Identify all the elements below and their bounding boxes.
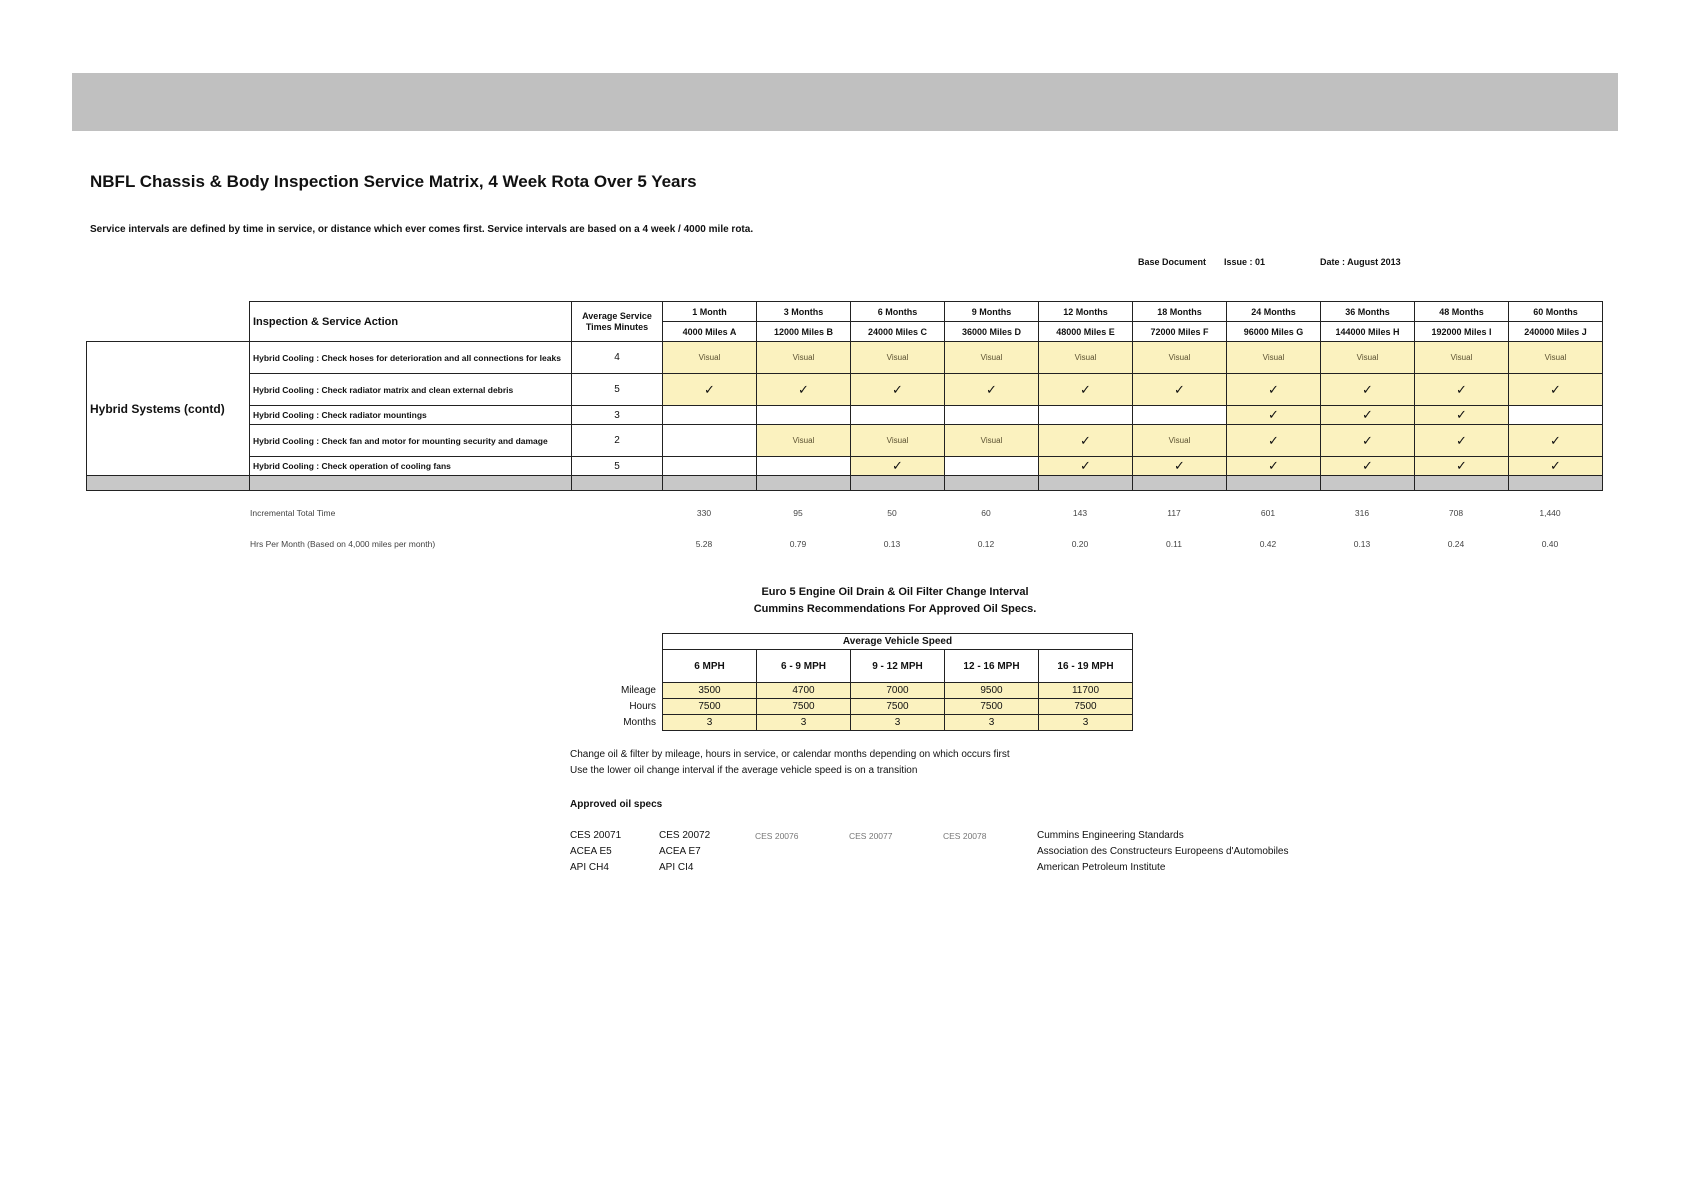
interval-miles: 48000 Miles E xyxy=(1039,322,1133,342)
matrix-cell: ✓ xyxy=(1227,457,1321,476)
incremental-value: 143 xyxy=(1072,508,1088,518)
interval-months: 1 Month xyxy=(663,302,757,322)
matrix-cell: ✓ xyxy=(1133,374,1227,406)
issue-label: Issue : 01 xyxy=(1224,257,1266,267)
matrix-cell: ✓ xyxy=(1321,457,1415,476)
matrix-cell: ✓ xyxy=(1321,374,1415,406)
hrs-value: 5.28 xyxy=(695,539,713,549)
incremental-total-label: Incremental Total Time xyxy=(250,508,336,518)
matrix-cell xyxy=(757,406,851,425)
matrix-cell: ✓ xyxy=(1133,457,1227,476)
base-document-label: Base Document xyxy=(1138,257,1207,267)
matrix-cell: Visual xyxy=(663,342,757,374)
spec-item: CES 20072 xyxy=(659,830,711,841)
interval-miles: 144000 Miles H xyxy=(1321,322,1415,342)
oil-value: 3500 xyxy=(663,683,757,699)
interval-months: 36 Months xyxy=(1321,302,1415,322)
matrix-cell: ✓ xyxy=(851,457,945,476)
time-cell: 4 xyxy=(572,342,663,374)
interval-miles: 192000 Miles I xyxy=(1415,322,1509,342)
speed-column: 16 - 19 MPH xyxy=(1039,650,1133,683)
hrs-value: 0.24 xyxy=(1447,539,1465,549)
interval-miles: 72000 Miles F xyxy=(1133,322,1227,342)
matrix-cell: ✓ xyxy=(1415,425,1509,457)
matrix-cell: ✓ xyxy=(1415,457,1509,476)
interval-months: 12 Months xyxy=(1039,302,1133,322)
oil-value: 3 xyxy=(1039,715,1133,731)
matrix-cell: ✓ xyxy=(1509,374,1603,406)
incremental-value: 316 xyxy=(1354,508,1370,518)
service-matrix-table xyxy=(86,301,1603,491)
interval-miles: 96000 Miles G xyxy=(1227,322,1321,342)
matrix-cell: ✓ xyxy=(1509,425,1603,457)
matrix-cell: Visual xyxy=(851,342,945,374)
interval-months: 48 Months xyxy=(1415,302,1509,322)
oil-value: 3 xyxy=(945,715,1039,731)
matrix-cell: ✓ xyxy=(663,374,757,406)
hrs-value: 0.40 xyxy=(1541,539,1559,549)
oil-value: 7500 xyxy=(663,699,757,715)
interval-months: 9 Months xyxy=(945,302,1039,322)
matrix-cell: ✓ xyxy=(1415,406,1509,425)
matrix-cell: Visual xyxy=(1039,342,1133,374)
matrix-cell xyxy=(663,425,757,457)
matrix-cell: ✓ xyxy=(1509,457,1603,476)
interval-months: 24 Months xyxy=(1227,302,1321,322)
matrix-cell: ✓ xyxy=(1415,374,1509,406)
oil-row-label: Months xyxy=(623,717,656,728)
matrix-cell: Visual xyxy=(1415,342,1509,374)
interval-months: 3 Months xyxy=(757,302,851,322)
document-subtitle: Service intervals are defined by time in service, or distance which ever comes first. Service intervals are based on a 4 week / 4000 mile rota. xyxy=(90,224,754,235)
header-banner xyxy=(72,73,1618,131)
matrix-cell: ✓ xyxy=(1039,425,1133,457)
time-cell: 3 xyxy=(572,406,663,425)
action-header: Inspection & Service Action xyxy=(250,302,572,342)
hrs-per-month-label: Hrs Per Month (Based on 4,000 miles per month) xyxy=(250,539,436,549)
spec-item: ACEA E7 xyxy=(659,846,701,857)
matrix-cell xyxy=(1509,406,1603,425)
oil-value: 3 xyxy=(757,715,851,731)
spec-item: API CH4 xyxy=(570,862,609,873)
spec-item: CES 20076 xyxy=(755,831,799,841)
matrix-cell: ✓ xyxy=(1227,425,1321,457)
matrix-cell: Visual xyxy=(851,425,945,457)
spec-org: Association des Constructeurs Europeens d'Automobiles xyxy=(1037,846,1289,857)
matrix-cell: ✓ xyxy=(1321,425,1415,457)
oil-title-2: Cummins Recommendations For Approved Oil Specs. xyxy=(753,603,1037,615)
speed-column: 6 MPH xyxy=(663,650,757,683)
interval-miles: 12000 Miles B xyxy=(757,322,851,342)
matrix-cell: Visual xyxy=(1227,342,1321,374)
time-cell: 2 xyxy=(572,425,663,457)
interval-miles: 36000 Miles D xyxy=(945,322,1039,342)
hrs-value: 0.12 xyxy=(977,539,995,549)
action-cell: Hybrid Cooling : Check fan and motor for mounting security and damage xyxy=(250,425,572,457)
matrix-cell xyxy=(851,406,945,425)
hrs-value: 0.42 xyxy=(1259,539,1277,549)
oil-value: 3 xyxy=(851,715,945,731)
action-cell: Hybrid Cooling : Check radiator mountings xyxy=(250,406,572,425)
spec-item: ACEA E5 xyxy=(570,846,612,857)
interval-months: 6 Months xyxy=(851,302,945,322)
oil-value: 9500 xyxy=(945,683,1039,699)
oil-value: 3 xyxy=(663,715,757,731)
matrix-cell: Visual xyxy=(757,425,851,457)
matrix-cell xyxy=(757,457,851,476)
interval-months: 60 Months xyxy=(1509,302,1603,322)
matrix-cell xyxy=(1133,406,1227,425)
hrs-value: 0.13 xyxy=(883,539,901,549)
matrix-cell: Visual xyxy=(1133,425,1227,457)
incremental-value: 95 xyxy=(793,508,803,518)
action-cell: Hybrid Cooling : Check radiator matrix and clean external debris xyxy=(250,374,572,406)
date-label: Date : August 2013 xyxy=(1320,257,1401,267)
oil-value: 7500 xyxy=(1039,699,1133,715)
matrix-cell: ✓ xyxy=(1321,406,1415,425)
action-cell: Hybrid Cooling : Check operation of cooling fans xyxy=(250,457,572,476)
spec-item: CES 20077 xyxy=(849,831,893,841)
incremental-value: 1,440 xyxy=(1539,508,1561,518)
hrs-value: 0.11 xyxy=(1166,539,1182,549)
incremental-value: 60 xyxy=(981,508,991,518)
oil-value: 7000 xyxy=(851,683,945,699)
matrix-cell xyxy=(945,457,1039,476)
interval-miles: 24000 Miles C xyxy=(851,322,945,342)
interval-months: 18 Months xyxy=(1133,302,1227,322)
oil-value: 7500 xyxy=(851,699,945,715)
oil-row-label: Hours xyxy=(629,701,656,712)
speed-column: 12 - 16 MPH xyxy=(945,650,1039,683)
matrix-cell: ✓ xyxy=(1039,457,1133,476)
matrix-cell: Visual xyxy=(1133,342,1227,374)
matrix-footer-band xyxy=(87,476,1603,491)
spec-item: CES 20078 xyxy=(943,831,987,841)
action-cell: Hybrid Cooling : Check hoses for deterioration and all connections for leaks xyxy=(250,342,572,374)
matrix-cell xyxy=(1039,406,1133,425)
incremental-value: 50 xyxy=(887,508,897,518)
matrix-cell: ✓ xyxy=(757,374,851,406)
matrix-cell: ✓ xyxy=(1227,374,1321,406)
spec-org: American Petroleum Institute xyxy=(1037,862,1166,873)
time-header: Average Service Times Minutes xyxy=(572,302,663,342)
matrix-cell: Visual xyxy=(1321,342,1415,374)
document-title: NBFL Chassis & Body Inspection Service Matrix, 4 Week Rota Over 5 Years xyxy=(90,172,697,191)
matrix-cell xyxy=(663,457,757,476)
spec-org: Cummins Engineering Standards xyxy=(1037,830,1184,841)
matrix-cell: Visual xyxy=(945,425,1039,457)
interval-miles: 4000 Miles A xyxy=(663,322,757,342)
incremental-value: 117 xyxy=(1167,508,1181,518)
speed-header: Average Vehicle Speed xyxy=(663,634,1133,650)
incremental-value: 330 xyxy=(696,508,712,518)
time-cell: 5 xyxy=(572,457,663,476)
oil-value: 7500 xyxy=(757,699,851,715)
incremental-value: 708 xyxy=(1448,508,1464,518)
speed-column: 9 - 12 MPH xyxy=(851,650,945,683)
approved-specs-heading: Approved oil specs xyxy=(570,799,663,810)
oil-interval-table xyxy=(572,633,1133,731)
matrix-cell: Visual xyxy=(757,342,851,374)
matrix-cell: Visual xyxy=(1509,342,1603,374)
speed-column: 6 - 9 MPH xyxy=(757,650,851,683)
time-cell: 5 xyxy=(572,374,663,406)
spec-item: API CI4 xyxy=(659,862,694,873)
spec-item: CES 20071 xyxy=(570,830,622,841)
matrix-cell: Visual xyxy=(945,342,1039,374)
matrix-cell xyxy=(663,406,757,425)
group-label: Hybrid Systems (contd) xyxy=(87,342,250,476)
oil-note-1: Change oil & filter by mileage, hours in service, or calendar months depending on which occurs first xyxy=(570,749,1010,760)
matrix-cell: ✓ xyxy=(1227,406,1321,425)
incremental-value: 601 xyxy=(1260,508,1276,518)
oil-value: 4700 xyxy=(757,683,851,699)
oil-value: 11700 xyxy=(1039,683,1133,699)
hrs-value: 0.13 xyxy=(1353,539,1371,549)
oil-value: 7500 xyxy=(945,699,1039,715)
matrix-cell: ✓ xyxy=(945,374,1039,406)
oil-title-1: Euro 5 Engine Oil Drain & Oil Filter Change Interval xyxy=(761,586,1029,598)
interval-miles: 240000 Miles J xyxy=(1509,322,1603,342)
matrix-cell xyxy=(945,406,1039,425)
oil-note-2: Use the lower oil change interval if the average vehicle speed is on a transition xyxy=(570,765,918,776)
oil-row-label: Mileage xyxy=(620,685,656,696)
hrs-value: 0.20 xyxy=(1071,539,1089,549)
matrix-cell: ✓ xyxy=(1039,374,1133,406)
hrs-value: 0.79 xyxy=(789,539,807,549)
matrix-cell: ✓ xyxy=(851,374,945,406)
